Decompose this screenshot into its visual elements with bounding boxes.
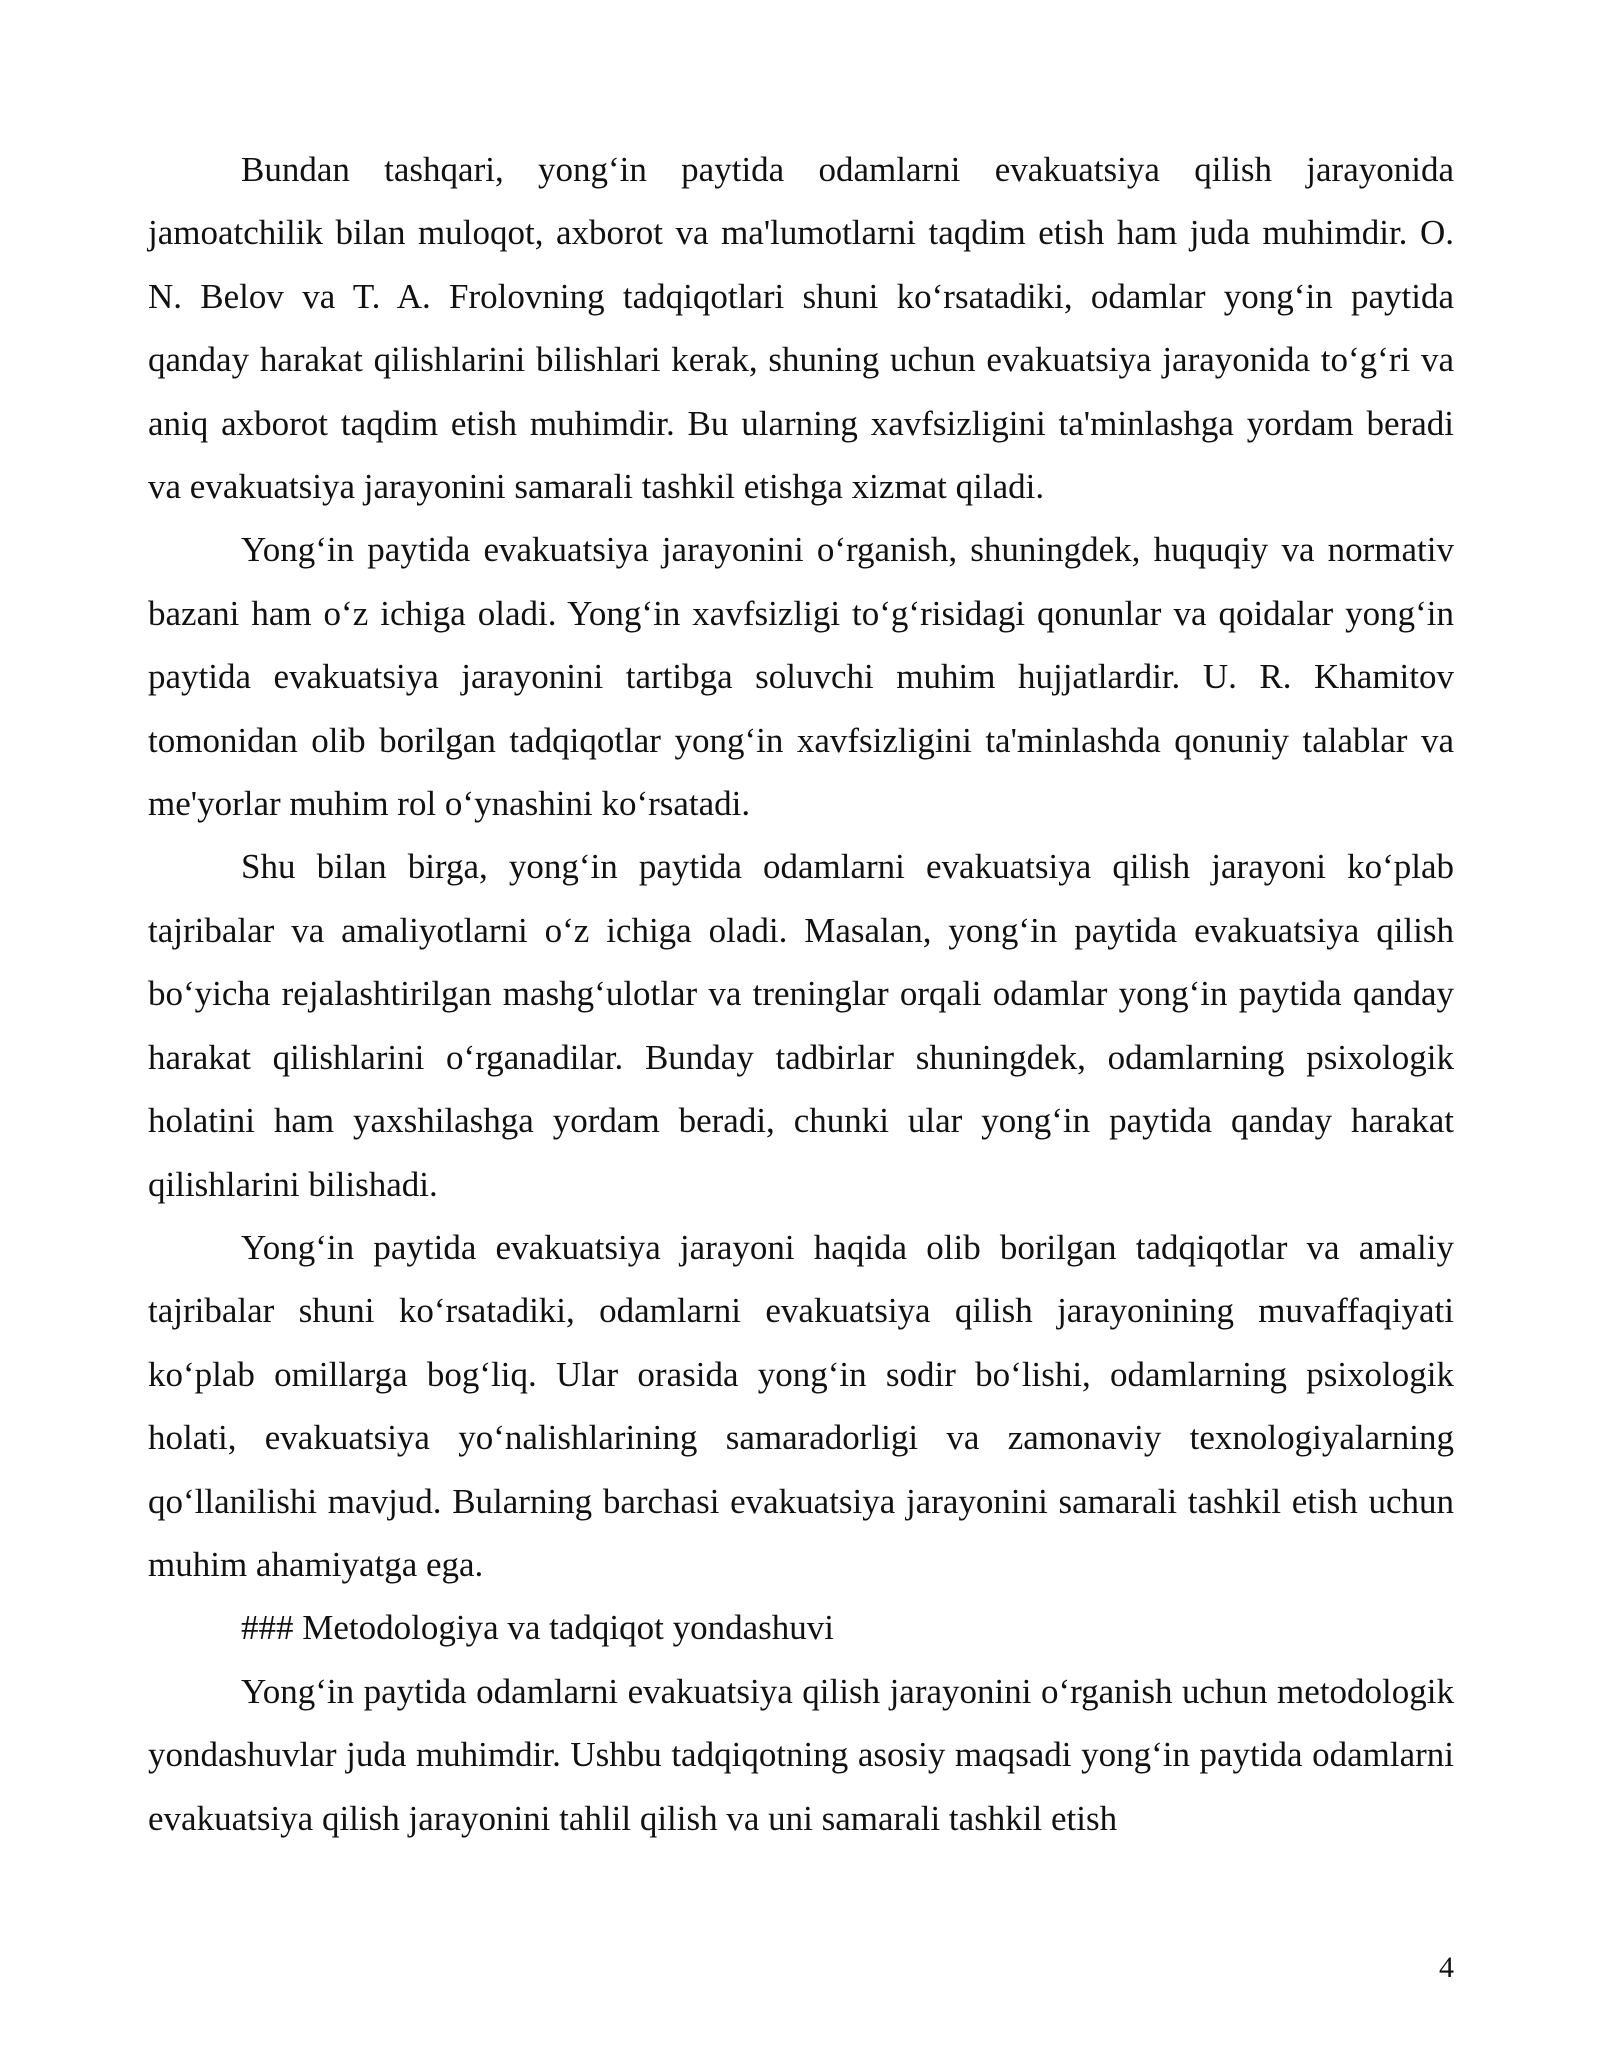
page-number: 4 [1439,1951,1454,1984]
paragraph-methodology-intro: Yong‘in paytida odamlarni evakuatsiya qilish jarayonini o‘rganish uchun metodologik yondashuvlar juda muhimdir. Ushbu tadqiqotning asosiy maqsadi yong‘in paytida odamlarni evakuatsiya qilish jarayonini tahlil qilish va uni samarali tashkil etish [148,1671,1454,1838]
paragraph-training-practice: Shu bilan birga, yong‘in paytida odamlarni evakuatsiya qilish jarayoni ko‘plab tajribalar va amaliyotlarni o‘z ichiga oladi. Masalan, yong‘in paytida evakuatsiya qilish bo‘yicha rejalashtirilgan mashg‘ulotlar va treninglar orqali odamlar yong‘in paytida qanday harakat qilishlarini o‘rganadilar. Bunday tadbirlar shuningdek, odamlarning psixologik holatini ham yaxshilashga yordam beradi, chunki ular yong‘in paytida qanday harakat qilishlarini bilishadi. [148,847,1454,1204]
paragraph-public-communication: Bundan tashqari, yong‘in paytida odamlarni evakuatsiya qilish jarayonida jamoatchilik bilan muloqot, axborot va ma'lumotlarni taqdim etish ham juda muhimdir. O. N. Belov va T. A. Frolovning tadqiqotlari shuni ko‘rsatadiki, odamlar yong‘in paytida qanday harakat qilishlarini bilishlari kerak, shuning uchun evakuatsiya jarayonida to‘g‘ri va aniq axborot taqdim etish muhimdir. Bu ularning xavfsizligini ta'minlashga yordam beradi va evakuatsiya jarayonini samarali tashkil etishga xizmat qiladi. [148,150,1454,507]
page-text-body [148,138,1454,1850]
section-heading-methodology: ### Metodologiya va tadqiqot yondashuvi [241,1608,834,1648]
paragraph-success-factors: Yong‘in paytida evakuatsiya jarayoni haqida olib borilgan tadqiqotlar va amaliy tajribalar shuni ko‘rsatadiki, odamlarni evakuatsiya qilish jarayonining muvaffaqiyati ko‘plab omillarga bog‘liq. Ular orasida yong‘in sodir bo‘lishi, odamlarning psixologik holati, evakuatsiya yo‘nalishlarining samaradorligi va zamonaviy texnologiyalarning qo‘llanilishi mavjud. Bularning barchasi evakuatsiya jarayonini samarali tashkil etish uchun muhim ahamiyatga ega. [148,1227,1454,1584]
paragraph-legal-framework: Yong‘in paytida evakuatsiya jarayonini o‘rganish, shuningdek, huquqiy va normativ bazani ham o‘z ichiga oladi. Yong‘in xavfsizligi to‘g‘risidagi qonunlar va qoidalar yong‘in paytida evakuatsiya jarayonini tartibga soluvchi muhim hujjatlardir. U. R. Khamitov tomonidan olib borilgan tadqiqotlar yong‘in xavfsizligini ta'minlashda qonuniy talablar va me'yorlar muhim rol o‘ynashini ko‘rsatadi. [148,530,1454,824]
